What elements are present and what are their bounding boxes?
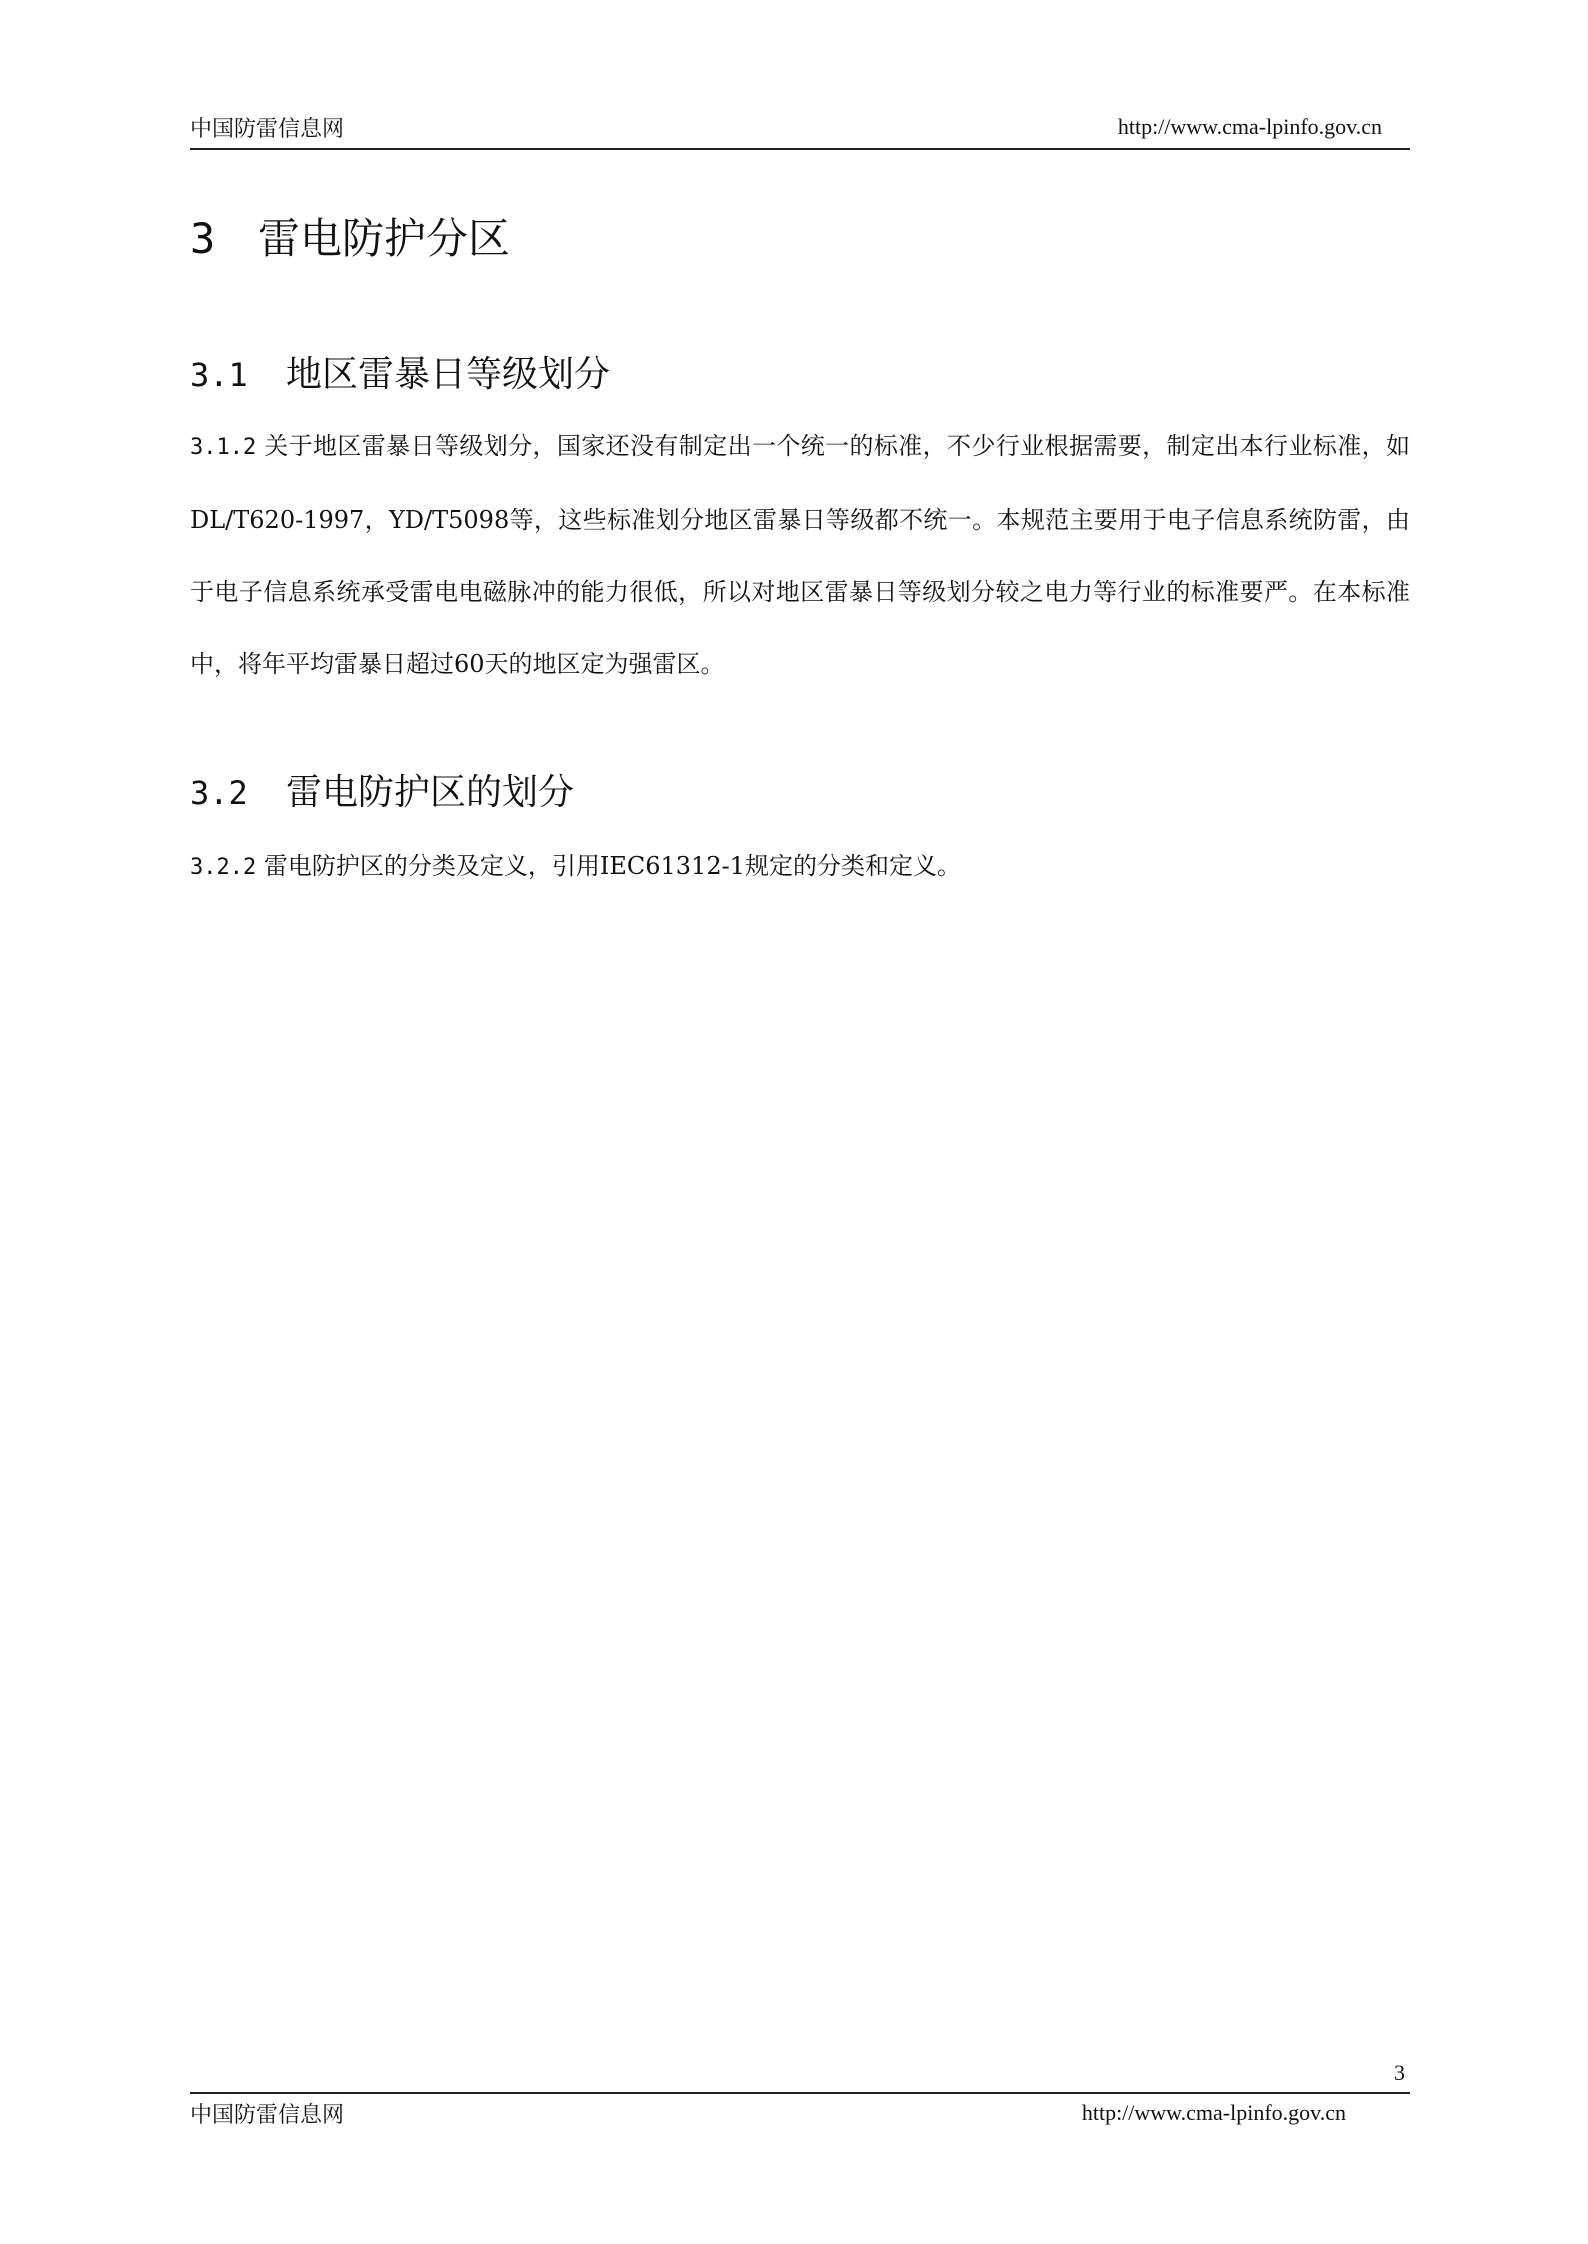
chapter-title-text: 雷电防护分区: [258, 214, 511, 263]
section-number: 3.1: [190, 356, 248, 394]
section-title-text: 地区雷暴日等级划分: [286, 354, 611, 395]
section-title-3-1: [190, 346, 610, 397]
chapter-number: 3: [190, 214, 216, 263]
section-title-text: 雷电防护区的划分: [286, 772, 575, 813]
paragraph-text: 雷电防护区的分类及定义，引用IEC61312-1规定的分类和定义。: [263, 852, 961, 880]
paragraph-text: 关于地区雷暴日等级划分，国家还没有制定出一个统一的标准，不少行业根据需要，制定出本行业标准，如DL/T620-1997，YD/T5098等，这些标准划分地区雷暴日等级都不统一。本规范主要用于电子信息系统防雷，由于电子信息系统承受雷电电磁脉冲的能力很低，所以对地区雷暴日等级划分较之电力等行业的标准要严。在本标准中，将年平均雷暴日超过60天的地区定为强雷区。: [190, 432, 1410, 678]
header-site-name: 中国防雷信息网: [190, 117, 345, 142]
section-title-3-2: [190, 764, 574, 815]
paragraph-3-1-2: [190, 410, 1410, 700]
page-footer: [190, 2092, 1410, 2134]
footer-url: http://www.cma-lpinfo.gov.cn: [1081, 2100, 1346, 2125]
header-url: http://www.cma-lpinfo.gov.cn: [1117, 114, 1382, 139]
page-number: 3: [1394, 2060, 1405, 2085]
chapter-title: [190, 206, 510, 266]
section-number: 3.2: [190, 774, 248, 812]
paragraph-3-2-2: [190, 830, 1410, 904]
clause-number: 3.2.2: [190, 855, 257, 880]
clause-number: 3.1.2: [190, 435, 257, 460]
footer-site-name: 中国防雷信息网: [190, 2103, 345, 2128]
page-header: [190, 112, 1410, 150]
